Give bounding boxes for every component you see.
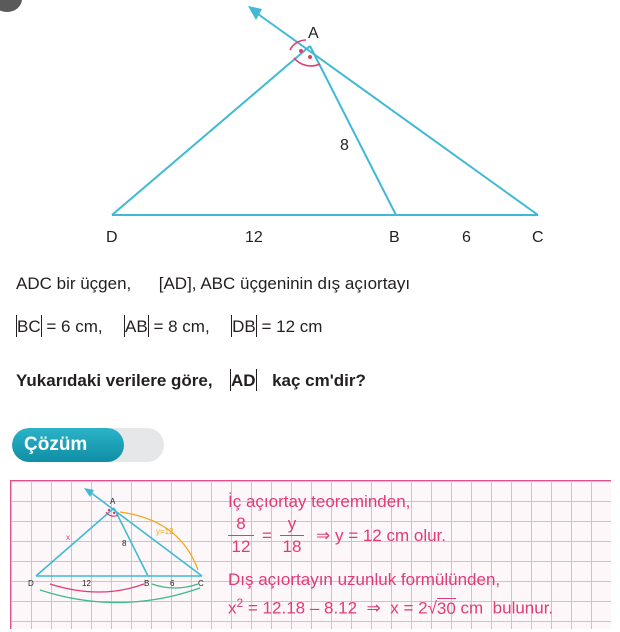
fraction-2 — [280, 514, 304, 557]
segment-bc: BC — [17, 317, 41, 336]
question-prompt — [16, 369, 366, 391]
side-ab — [310, 46, 396, 215]
solution-mini-figure — [10, 480, 220, 628]
length-label-ab: 8 — [340, 137, 349, 154]
solution-line-4: $x^2 = 12.18 - 8.12$ ⇒ x = 2√30 cm bulunur. — [228, 596, 554, 618]
mini-label-x: x — [66, 533, 70, 542]
mini-label-db: 12 — [82, 579, 91, 588]
solution-result-1: ⇒ y = 12 cm olur. — [316, 526, 446, 545]
segment-ad: AD — [231, 371, 256, 390]
line-ac-extended — [258, 14, 538, 215]
solution-badge — [12, 428, 164, 462]
question-part-b: [AD], ABC üçgeninin dış açıortayı — [158, 274, 411, 293]
vertex-label-d: D — [106, 229, 118, 246]
segment-ab: AB — [125, 317, 148, 336]
vertex-label-a: A — [308, 25, 319, 42]
segment-db: DB — [232, 317, 256, 336]
value-ab: = 8 cm, — [153, 317, 210, 336]
fraction-2-denominator: 18 — [282, 537, 302, 556]
question-line-2 — [16, 315, 322, 337]
sqrt-symbol: √ — [427, 598, 437, 618]
mini-label-y: y=12 — [156, 527, 174, 536]
mini-vertex-d: D — [28, 579, 34, 588]
mini-vertex-a: A — [110, 497, 116, 506]
fraction-2-numerator: y — [287, 514, 297, 533]
prompt-pre: Yukarıdaki verilere göre, — [16, 371, 213, 390]
question-line-1 — [16, 274, 410, 294]
value-db: = 12 cm — [261, 317, 323, 336]
solution-badge-label: Çözüm — [12, 428, 124, 462]
fraction-1-denominator: 12 — [231, 537, 251, 556]
vertex-label-c: C — [532, 229, 544, 246]
length-label-db: 12 — [245, 229, 263, 246]
solution-line-3: Dış açıortayın uzunluk formülünden, — [228, 570, 501, 589]
mini-vertex-b: B — [144, 579, 150, 588]
equals-sign: = — [262, 526, 272, 545]
triangle-figure — [0, 0, 620, 252]
question-part-a: ADC bir üçgen, — [16, 274, 132, 293]
sqrt-argument: 30 — [436, 598, 456, 618]
fraction-1 — [228, 514, 254, 557]
prompt-post: kaç cm'dir? — [272, 371, 366, 390]
side-da — [112, 46, 310, 215]
vertex-label-b: B — [389, 229, 400, 246]
arrowhead-icon — [248, 6, 262, 20]
mini-vertex-c: C — [198, 579, 204, 588]
length-label-bc: 6 — [462, 229, 471, 246]
value-bc: = 6 cm, — [46, 317, 103, 336]
solution-line-1: İç açıortay teoreminden, — [228, 492, 411, 511]
mini-label-ab: 8 — [122, 539, 127, 548]
fraction-1-numerator: 8 — [236, 514, 246, 533]
mini-label-bc: 6 — [170, 579, 175, 588]
angle-marks — [290, 40, 320, 66]
